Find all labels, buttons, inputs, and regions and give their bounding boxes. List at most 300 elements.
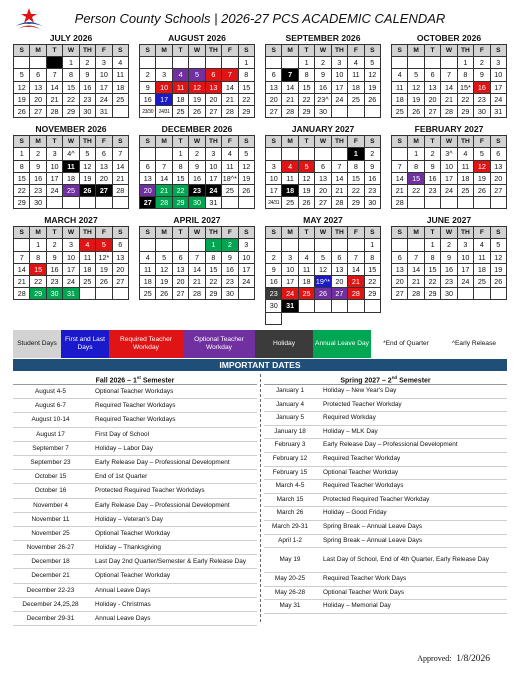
day-cell <box>47 57 63 69</box>
day-cell <box>222 57 238 69</box>
event-row <box>264 453 507 467</box>
day-cell: 7 <box>113 148 129 160</box>
spring-events <box>264 385 507 614</box>
legend <box>13 330 507 358</box>
weekday-header: TH <box>458 45 474 57</box>
day-cell: 30 <box>315 106 331 118</box>
weekday-header: W <box>63 45 79 57</box>
day-cell: 25 <box>474 276 490 288</box>
weekday-header: T <box>47 227 63 239</box>
day-cell: 6 <box>332 252 348 264</box>
event-date: August 17 <box>36 430 65 438</box>
day-cell: 8 <box>458 69 474 81</box>
weekday-header: S <box>266 227 282 239</box>
event-date: February 3 <box>274 441 306 449</box>
weekday-header: S <box>392 136 408 148</box>
day-cell: 16 <box>474 82 490 94</box>
event-description: Optional Teacher Workday <box>95 572 171 580</box>
event-description: Early Release Day – Professional Development <box>323 441 458 449</box>
day-cell: 7 <box>408 252 424 264</box>
day-cell: 23 <box>80 94 96 106</box>
weekday-header: F <box>348 227 364 239</box>
day-cell: 3 <box>239 239 255 251</box>
weekday-header: T <box>299 45 315 57</box>
day-cell <box>332 300 348 312</box>
weekday-header: F <box>222 227 238 239</box>
day-cell: 5 <box>239 148 255 160</box>
event-row <box>13 484 257 498</box>
day-cell: 29 <box>63 106 79 118</box>
day-cell: 18 <box>348 82 364 94</box>
day-cell: 1 <box>239 57 255 69</box>
day-cell: 15 <box>30 264 46 276</box>
event-row <box>13 527 257 541</box>
day-cell: 18 <box>173 94 189 106</box>
day-cell: 10 <box>96 69 112 81</box>
event-description: Holiday – MLK Day <box>323 427 378 435</box>
day-cell: 1 <box>63 57 79 69</box>
day-cell: 26 <box>299 197 315 209</box>
day-cell: 31 <box>206 197 222 209</box>
event-row <box>264 521 507 535</box>
day-cell: 8 <box>30 252 46 264</box>
day-cell <box>80 288 96 300</box>
weekday-header: F <box>222 45 238 57</box>
event-date: March 4-5 <box>275 482 305 490</box>
day-cell <box>299 239 315 251</box>
weekday-header: M <box>282 45 298 57</box>
day-cell: 15 <box>408 173 424 185</box>
event-row <box>264 507 507 521</box>
day-cell: 9 <box>30 161 46 173</box>
fall-semester-heading: Fall 2026 – 1st Semester <box>13 372 257 385</box>
day-cell: 25 <box>222 185 238 197</box>
event-row <box>13 598 257 612</box>
month-grid <box>265 44 381 118</box>
weekday-header: S <box>14 136 30 148</box>
day-cell: 4 <box>299 252 315 264</box>
weekday-header: F <box>474 136 490 148</box>
day-cell: 12 <box>365 69 381 81</box>
month-name: FEBRUARY 2027 <box>414 124 484 135</box>
day-cell: 6 <box>30 69 46 81</box>
day-cell: 4 <box>80 239 96 251</box>
event-description: Optional Teacher Workdays <box>95 388 174 395</box>
day-cell: 7 <box>282 69 298 81</box>
day-cell: 2 <box>222 239 238 251</box>
day-cell: 23 <box>365 185 381 197</box>
day-cell: 13 <box>266 82 282 94</box>
weekday-header: T <box>173 45 189 57</box>
day-cell: 23 <box>474 94 490 106</box>
day-cell: 19 <box>491 264 507 276</box>
weekday-header: F <box>348 45 364 57</box>
day-cell: 16 <box>222 264 238 276</box>
day-cell: 25 <box>140 288 156 300</box>
day-cell: 19 <box>96 264 112 276</box>
day-cell: 4 <box>458 148 474 160</box>
day-cell: 11 <box>63 161 79 173</box>
day-cell: 17 <box>441 173 457 185</box>
approved-stamp: Approved: 1/8/2026 <box>417 654 490 664</box>
day-cell: 10 <box>239 252 255 264</box>
day-cell <box>140 239 156 251</box>
day-cell: 1 <box>14 148 30 160</box>
day-cell: 1 <box>348 148 364 160</box>
month-grid <box>265 226 381 325</box>
weekday-header: S <box>392 227 408 239</box>
day-cell: 5 <box>96 239 112 251</box>
event-description: Spring Break – Annual Leave Days <box>323 522 423 530</box>
important-dates-header: IMPORTANT DATES <box>13 359 507 371</box>
day-cell: 19 <box>156 276 172 288</box>
weekday-header: TH <box>206 45 222 57</box>
weekday-header: M <box>30 136 46 148</box>
month-4 <box>13 124 129 209</box>
day-cell <box>282 57 298 69</box>
day-cell: 20 <box>266 94 282 106</box>
legend-item <box>441 330 507 358</box>
day-cell: 1 <box>299 57 315 69</box>
event-row <box>13 399 257 413</box>
day-cell: 23 <box>425 185 441 197</box>
event-description: Required Workday <box>323 414 376 422</box>
day-cell: 14 <box>156 173 172 185</box>
day-cell: 21 <box>348 276 364 288</box>
day-cell: 7 <box>156 161 172 173</box>
day-cell: 15 <box>299 82 315 94</box>
day-cell: 26 <box>239 185 255 197</box>
day-cell: 3 <box>63 239 79 251</box>
day-cell: 2 <box>189 148 205 160</box>
day-cell <box>30 57 46 69</box>
day-cell: 18 <box>299 276 315 288</box>
day-cell: 26 <box>156 288 172 300</box>
day-cell: 16 <box>266 276 282 288</box>
day-cell: 1 <box>30 239 46 251</box>
day-cell: 6 <box>140 161 156 173</box>
event-description: Early Release Day – Professional Development <box>95 458 230 466</box>
day-cell <box>491 197 507 209</box>
day-cell <box>441 57 457 69</box>
day-cell: 1 <box>365 239 381 251</box>
event-date: December 21 <box>31 572 70 580</box>
day-cell: 10 <box>491 69 507 81</box>
event-date: December 22-23 <box>26 586 75 594</box>
day-cell: 24 <box>491 94 507 106</box>
day-cell <box>113 106 129 118</box>
weekday-header: TH <box>332 136 348 148</box>
weekday-header: W <box>441 227 457 239</box>
weekday-header: TH <box>458 227 474 239</box>
day-cell <box>156 239 172 251</box>
day-cell: 3 <box>282 252 298 264</box>
month-10 <box>265 215 381 325</box>
month-name: MARCH 2027 <box>44 215 98 226</box>
day-cell: 27 <box>140 197 156 209</box>
day-cell: 22 <box>365 276 381 288</box>
event-row <box>13 442 257 456</box>
event-row <box>264 600 507 614</box>
event-date: January 18 <box>274 427 306 435</box>
day-cell <box>173 239 189 251</box>
day-cell: 1 <box>458 57 474 69</box>
event-description: Holiday - Christmas <box>95 600 151 608</box>
weekday-header: W <box>63 136 79 148</box>
day-cell: 12 <box>408 82 424 94</box>
day-cell: 12 <box>189 82 205 94</box>
weekday-header: S <box>140 136 156 148</box>
day-cell: 4 <box>222 148 238 160</box>
day-cell: 5 <box>156 252 172 264</box>
event-description: Holiday – Labor Day <box>95 444 153 452</box>
day-cell: 4^ <box>63 148 79 160</box>
weekday-header: S <box>392 45 408 57</box>
day-cell: 29 <box>365 288 381 300</box>
day-cell: 3 <box>206 148 222 160</box>
weekday-header: M <box>282 136 298 148</box>
event-description: End of 1st Quarter <box>95 473 148 481</box>
weekday-header: S <box>140 227 156 239</box>
event-description: First Day of School <box>95 430 149 438</box>
day-cell: 11 <box>80 252 96 264</box>
day-cell: 16 <box>47 264 63 276</box>
event-description: Holiday – New Year's Day <box>323 387 397 394</box>
day-cell: 21 <box>113 173 129 185</box>
weekday-header: TH <box>80 227 96 239</box>
weekday-header: S <box>113 136 129 148</box>
event-row <box>13 499 257 513</box>
day-cell: 16 <box>80 82 96 94</box>
day-cell: 19 <box>299 185 315 197</box>
day-cell: 4 <box>173 69 189 81</box>
month-grid <box>139 135 255 209</box>
day-cell: 22 <box>239 94 255 106</box>
day-cell: 13 <box>30 82 46 94</box>
weekday-header: W <box>189 227 205 239</box>
weekday-header: M <box>30 227 46 239</box>
day-cell: 23 <box>47 276 63 288</box>
event-row <box>264 467 507 481</box>
event-row <box>13 513 257 527</box>
day-cell: 18 <box>282 185 298 197</box>
event-date: May 20-25 <box>274 575 306 583</box>
day-cell: 28 <box>189 288 205 300</box>
day-cell: 26 <box>491 276 507 288</box>
day-cell: 30 <box>266 300 282 312</box>
day-cell: 15 <box>239 82 255 94</box>
month-8 <box>13 215 129 325</box>
calendar-months <box>13 33 507 325</box>
event-row <box>13 569 257 583</box>
month-5 <box>139 124 255 209</box>
day-cell: 17 <box>332 82 348 94</box>
weekday-header: W <box>189 45 205 57</box>
day-cell: 11 <box>474 252 490 264</box>
month-name: MAY 2027 <box>303 215 343 226</box>
day-cell: 22 <box>63 94 79 106</box>
weekday-header: M <box>408 45 424 57</box>
day-cell <box>239 197 255 209</box>
day-cell: 17 <box>491 82 507 94</box>
day-cell: 10 <box>441 161 457 173</box>
day-cell: 9 <box>266 264 282 276</box>
day-cell: 29 <box>299 106 315 118</box>
day-cell: 23 <box>30 185 46 197</box>
day-cell: 20 <box>491 173 507 185</box>
day-cell: 3 <box>96 57 112 69</box>
day-cell: 6 <box>266 69 282 81</box>
month-grid <box>13 44 129 118</box>
day-cell: 24/31 <box>266 197 282 209</box>
day-cell: 6 <box>113 239 129 251</box>
day-cell <box>348 300 364 312</box>
event-row <box>13 456 257 470</box>
day-cell: 2 <box>425 148 441 160</box>
day-cell: 31 <box>63 288 79 300</box>
weekday-header: M <box>156 136 172 148</box>
day-cell <box>332 239 348 251</box>
day-cell: 29 <box>348 197 364 209</box>
day-cell: 28 <box>222 106 238 118</box>
day-cell: 12 <box>239 161 255 173</box>
month-name: SEPTEMBER 2026 <box>285 33 361 43</box>
day-cell: 4 <box>282 161 298 173</box>
event-date: December 18 <box>31 558 70 566</box>
day-cell <box>113 197 129 209</box>
day-cell <box>348 106 364 118</box>
day-cell: 19 <box>408 94 424 106</box>
day-cell: 10 <box>282 264 298 276</box>
day-cell: 14 <box>408 264 424 276</box>
day-cell: 5 <box>408 69 424 81</box>
day-cell: 10 <box>156 82 172 94</box>
day-cell: 5 <box>365 57 381 69</box>
day-cell: 21 <box>282 94 298 106</box>
day-cell <box>365 106 381 118</box>
day-cell: 11 <box>348 69 364 81</box>
month-9 <box>139 215 255 325</box>
day-cell <box>173 57 189 69</box>
day-cell: 27 <box>96 185 112 197</box>
event-date: December 29-31 <box>26 615 75 622</box>
weekday-header: F <box>222 136 238 148</box>
day-cell: 3 <box>491 57 507 69</box>
day-cell: 11 <box>392 82 408 94</box>
spring-semester-column <box>264 372 507 614</box>
day-cell: 21 <box>408 276 424 288</box>
month-1 <box>139 33 255 118</box>
day-cell: 27 <box>332 288 348 300</box>
day-cell: 20 <box>113 264 129 276</box>
day-cell: 21 <box>156 185 172 197</box>
event-row <box>264 573 507 587</box>
day-cell: 5 <box>474 148 490 160</box>
day-cell: 7 <box>348 252 364 264</box>
event-date: May 26-28 <box>274 588 306 596</box>
day-cell: 4 <box>140 252 156 264</box>
weekday-header: S <box>365 136 381 148</box>
day-cell: 2 <box>474 57 490 69</box>
day-cell: 14 <box>189 264 205 276</box>
day-cell: 15 <box>63 82 79 94</box>
weekday-header: T <box>299 136 315 148</box>
legend-label: Student Days <box>17 340 57 347</box>
day-cell: 29 <box>30 288 46 300</box>
event-description: Last Day of School, End of 4th Quarter, Early Release Day <box>323 556 489 564</box>
day-cell: 8 <box>348 161 364 173</box>
event-description: Required Teacher Workdays <box>323 482 404 490</box>
day-cell: 22 <box>408 185 424 197</box>
day-cell: 23 <box>189 185 205 197</box>
event-date: January 4 <box>275 400 305 408</box>
month-grid <box>391 135 507 209</box>
day-cell: 16 <box>189 173 205 185</box>
day-cell: 10 <box>266 173 282 185</box>
day-cell: 30 <box>80 106 96 118</box>
event-description: Protected Required Teacher Workdays <box>95 487 205 495</box>
day-cell: 25 <box>63 185 79 197</box>
day-cell: 8 <box>239 69 255 81</box>
day-cell: 27 <box>491 185 507 197</box>
day-cell: 5 <box>491 239 507 251</box>
day-cell <box>348 239 364 251</box>
day-cell: 29 <box>206 288 222 300</box>
event-row <box>13 584 257 598</box>
day-cell <box>206 57 222 69</box>
day-cell: 23 <box>441 276 457 288</box>
day-cell <box>47 197 63 209</box>
weekday-header: W <box>63 227 79 239</box>
day-cell <box>491 288 507 300</box>
day-cell: 27 <box>266 106 282 118</box>
day-cell: 18 <box>458 173 474 185</box>
day-cell <box>315 239 331 251</box>
event-row <box>264 587 507 601</box>
day-cell: 30 <box>30 197 46 209</box>
day-cell: 26 <box>14 106 30 118</box>
weekday-header: S <box>140 45 156 57</box>
day-cell: 4 <box>113 57 129 69</box>
day-cell: 7 <box>441 69 457 81</box>
month-name: NOVEMBER 2026 <box>35 124 107 135</box>
weekday-header: S <box>239 136 255 148</box>
event-date: December 24,25,28 <box>22 600 79 608</box>
day-cell: 24 <box>239 276 255 288</box>
day-cell: 6 <box>96 148 112 160</box>
day-cell <box>392 148 408 160</box>
day-cell: 13 <box>96 161 112 173</box>
month-grid <box>265 135 381 209</box>
weekday-header: F <box>474 227 490 239</box>
day-cell: 8 <box>63 69 79 81</box>
day-cell: 8 <box>173 161 189 173</box>
day-cell <box>299 148 315 160</box>
event-date: January 5 <box>275 414 305 422</box>
event-row <box>13 541 257 555</box>
day-cell: 9 <box>365 161 381 173</box>
day-cell: 10 <box>47 161 63 173</box>
day-cell: 27 <box>206 106 222 118</box>
legend-item <box>13 330 61 358</box>
day-cell: 25 <box>80 276 96 288</box>
weekday-header: M <box>30 45 46 57</box>
day-cell: 9 <box>315 69 331 81</box>
weekday-header: W <box>441 136 457 148</box>
day-cell: 13 <box>315 173 331 185</box>
day-cell <box>474 288 490 300</box>
day-cell: 15 <box>425 264 441 276</box>
